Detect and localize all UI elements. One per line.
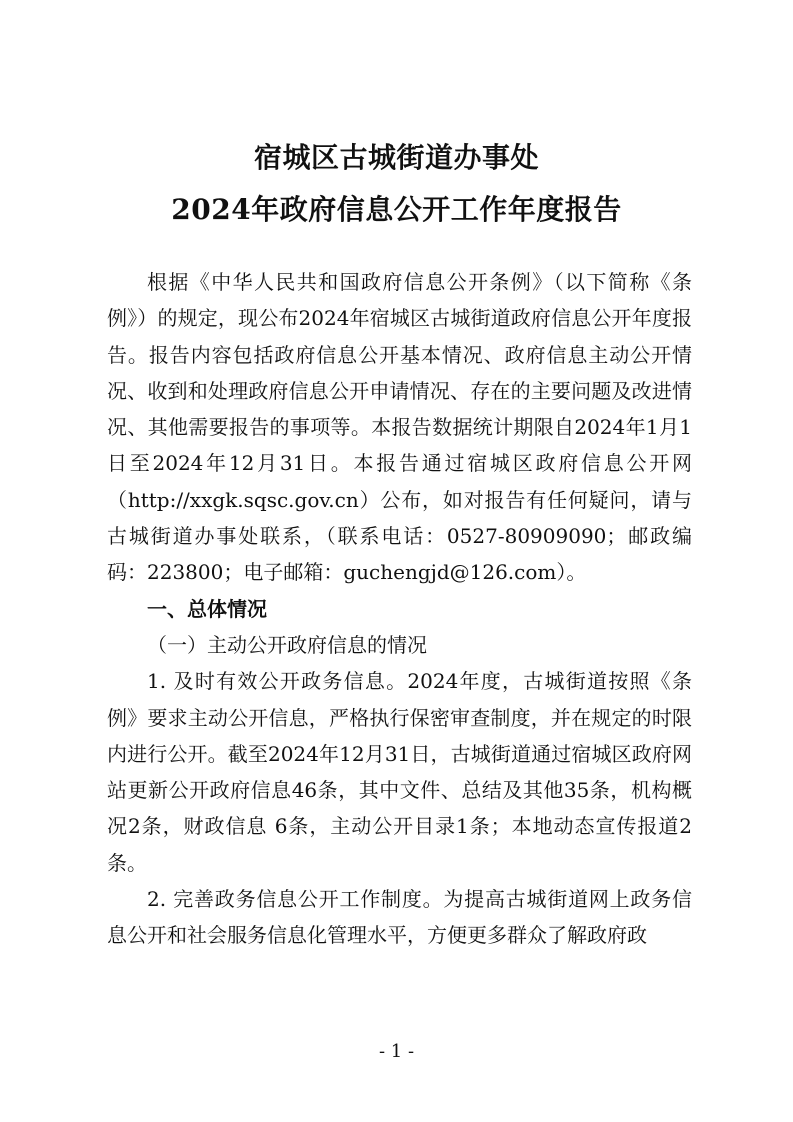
paragraph-item-2: 2. 完善政务信息公开工作制度。为提高古城街道网上政务信息公开和社会服务信息化管理水平，方便更多群众了解政府政 bbox=[107, 887, 692, 948]
intro-paragraph: 根据《中华人民共和国政府信息公开条例》（以下简称《条例》）的规定，现公布2024年宿城区古城街道政府信息公开年度报告。报告内容包括政府信息公开基本情况、政府信息主动公开情况、收到和处理政府信息公开申请情况、存在的主要问题及改进情况、其他需要报告的事项等。本报告数据统计期限自2024年1月1日至2024年12月31日。本报告通过宿城区政府信息公开网（http://xxgk.sqsc.gov.cn）公布，如对报告有任何疑问，请与古城街道办事处联系，（联系电话：0527-80909090；邮政编码：223800；电子邮箱：guchengjd@126.com）。 bbox=[107, 270, 692, 585]
subsection-heading-proactive-disclosure: （一）主动公开政府信息的情况 bbox=[147, 632, 427, 657]
paragraph-item-1: 1. 及时有效公开政务信息。2024年度，古城街道按照《条例》要求主动公开信息，严格执行保密审查制度，并在规定的时限内进行公开。截至2024年12月31日，古城街道通过宿城区政府网站更新公开政府信息46条，其中文件、总结及其他35条，机构概况2条，财政信息 6条，主动公开目录1条；本地动态宣传报道2条。 bbox=[107, 669, 692, 875]
section-heading-overview: 一、总体情况 bbox=[147, 596, 267, 621]
document-body bbox=[107, 264, 692, 954]
document-title-line-1: 宿城区古城街道办事处 bbox=[253, 141, 539, 174]
document-title-line-2: 2024年政府信息公开工作年度报告 bbox=[171, 193, 622, 226]
page-number: - 1 - bbox=[378, 1041, 415, 1062]
